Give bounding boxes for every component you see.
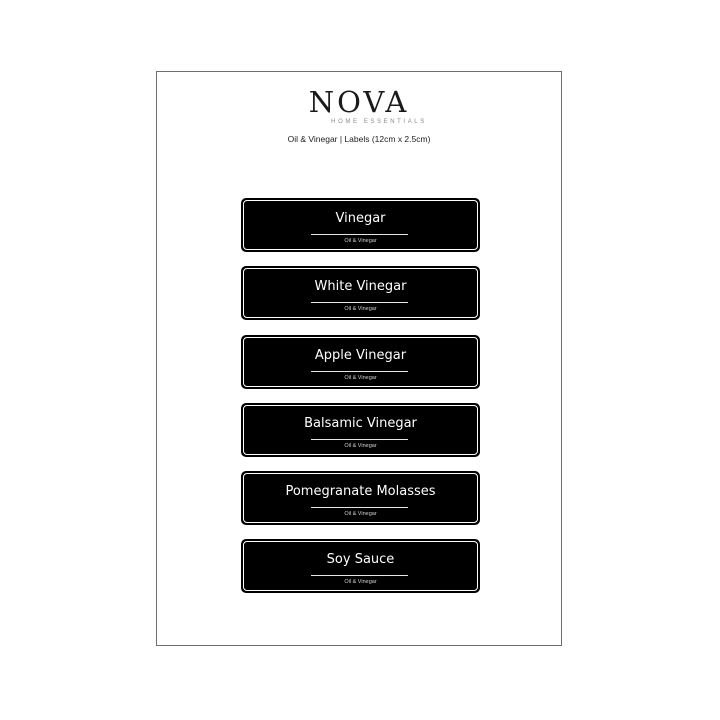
label-category: Oil & Vinegar: [344, 374, 377, 381]
label-sheet: [156, 71, 562, 646]
label-card: [241, 335, 480, 389]
label-name: Apple Vinegar: [314, 347, 407, 363]
label-category: Oil & Vinegar: [344, 511, 377, 518]
label-card: [241, 403, 480, 457]
label-name: Soy Sauce: [326, 552, 395, 568]
label-name: White Vinegar: [314, 279, 407, 295]
label-card: [241, 539, 480, 593]
label-name: Vinegar: [335, 211, 386, 226]
label-divider: [311, 371, 408, 372]
label-category: Oil & Vinegar: [344, 238, 377, 244]
label-name: Pomegranate Molasses: [285, 484, 436, 500]
label-divider: [311, 302, 408, 303]
label-category: Oil & Vinegar: [344, 442, 377, 449]
label-divider: [311, 507, 408, 508]
label-category: Oil & Vinegar: [344, 306, 377, 313]
label-divider: [311, 575, 408, 576]
label-card: [241, 266, 480, 320]
sheet-title: Oil & Vinegar | Labels (12cm x 2.5cm): [287, 134, 431, 144]
brand-tagline: HOME ESSENTIALS: [331, 119, 427, 125]
brand-logo: [157, 86, 561, 126]
label-card: [241, 471, 480, 525]
label-divider: [311, 234, 408, 235]
label-category: Oil & Vinegar: [344, 579, 377, 586]
brand-name: NOVA: [308, 85, 410, 119]
label-card: [241, 198, 480, 252]
label-divider: [311, 439, 408, 440]
label-list: [241, 198, 480, 608]
label-name: Balsamic Vinegar: [304, 415, 417, 431]
